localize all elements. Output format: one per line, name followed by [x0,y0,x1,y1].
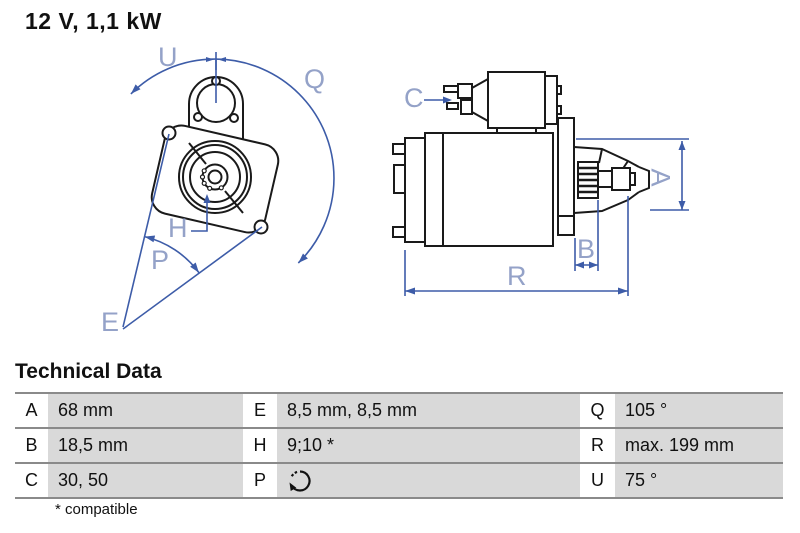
table-row [15,392,783,427]
page-title: 12 V, 1,1 kW [25,8,162,34]
tech-value-q: 105 ° [615,394,783,427]
dim-label-q: Q [304,64,326,94]
footnote: * compatible [55,501,138,518]
tech-key-a: A [15,394,48,427]
table-row [15,427,783,462]
rotation-clockwise-icon [287,468,317,494]
dim-label-h: H [168,213,188,243]
side-view-drawing [393,72,649,246]
tech-value-h: 9;10 * [277,429,580,462]
tech-key-c: C [15,464,48,497]
dim-label-u: U [158,42,178,72]
technical-data-table [15,392,783,499]
tech-key-h: H [243,429,277,462]
dim-label-b: B [577,234,596,264]
tech-value-e: 8,5 mm, 8,5 mm [277,394,580,427]
tech-key-q: Q [580,394,615,427]
dim-label-e: E [101,307,120,337]
dim-label-a: A [645,168,676,187]
tech-key-b: B [15,429,48,462]
dim-label-r: R [507,261,527,291]
tech-key-u: U [580,464,615,497]
tech-value-r: max. 199 mm [615,429,783,462]
dim-label-c: C [404,83,424,113]
tech-value-a: 68 mm [48,394,243,427]
tech-key-p: P [243,464,277,497]
table-row [15,462,783,497]
technical-data-heading: Technical Data [15,360,162,383]
tech-value-b: 18,5 mm [48,429,243,462]
tech-value-c: 30, 50 [48,464,243,497]
tech-value-p [277,464,580,497]
tech-key-e: E [243,394,277,427]
tech-key-r: R [580,429,615,462]
dim-label-p: P [151,245,170,275]
tech-value-u: 75 ° [615,464,783,497]
